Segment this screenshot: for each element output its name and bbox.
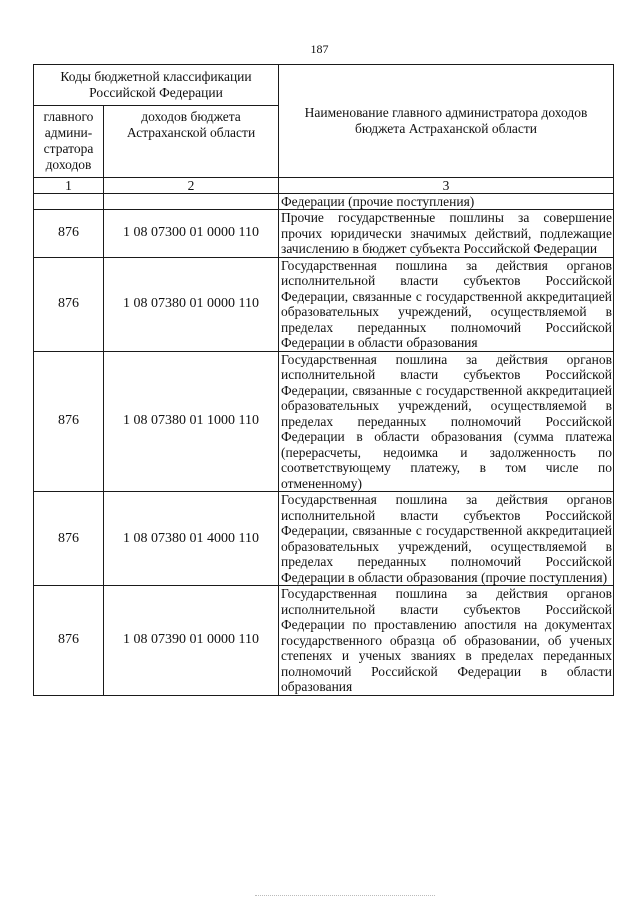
income-code: 1 08 07380 01 0000 110 <box>104 257 279 351</box>
budget-classification-table <box>33 64 614 696</box>
table-row <box>34 586 614 696</box>
continuation-text: Федерации (прочие поступления) <box>279 194 614 210</box>
admin-code: 876 <box>34 492 104 586</box>
page-number: 187 <box>310 42 329 56</box>
header-group-title: Коды бюджетной классификации Российской Федерации <box>34 65 279 106</box>
continuation-code-cell <box>104 194 279 210</box>
admin-code: 876 <box>34 210 104 258</box>
admin-code: 876 <box>34 586 104 696</box>
income-code: 1 08 07380 01 4000 110 <box>104 492 279 586</box>
table-row <box>34 351 614 492</box>
header-income-code: доходов бюджета Астраханской области <box>104 106 279 178</box>
table-row <box>34 210 614 258</box>
income-code: 1 08 07380 01 1000 110 <box>104 351 279 492</box>
income-description: Государственная пошлина за действия органов исполнительной власти субъектов Российской Федерации по проставлению апостиля на документах государственного образца об образовании, об ученых степенях и ученых званиях в пределах переданных полномочий Российской Федерации в области образования <box>279 586 614 696</box>
header-admin-name: Наименование главного администратора доходов бюджета Астраханской области <box>279 65 614 178</box>
income-code: 1 08 07390 01 0000 110 <box>104 586 279 696</box>
table-row <box>34 257 614 351</box>
column-number-2: 2 <box>104 178 279 194</box>
header-admin-code: главного админи-стратора доходов <box>34 106 104 178</box>
continuation-row <box>34 194 614 210</box>
income-code: 1 08 07300 01 0000 110 <box>104 210 279 258</box>
income-description: Государственная пошлина за действия органов исполнительной власти субъектов Российской Федерации, связанные с государственной аккредитацией образовательных учреждений, осуществляемой в пределах переданных полномочий Российской Федерации в области образования (сумма платежа (перерасчеты, недоимка и задолженность по соответствующему платежу, в том числе по отмененному) <box>279 351 614 492</box>
column-number-3: 3 <box>279 178 614 194</box>
table-row <box>34 492 614 586</box>
income-description: Государственная пошлина за действия органов исполнительной власти субъектов Российской Федерации, связанные с государственной аккредитацией образовательных учреждений, осуществляемой в пределах переданных полномочий Российской Федерации в области образования <box>279 257 614 351</box>
scan-artifact-line <box>255 895 435 899</box>
admin-code: 876 <box>34 257 104 351</box>
income-description: Прочие государственные пошлины за совершение прочих юридически значимых действий, подлежащие зачислению в бюджет субъекта Российской Федерации <box>279 210 614 258</box>
column-number-1: 1 <box>34 178 104 194</box>
income-description: Государственная пошлина за действия органов исполнительной власти субъектов Российской Федерации, связанные с государственной аккредитацией образовательных учреждений, осуществляемой в пределах переданных полномочий Российской Федерации в области образования (прочие поступления) <box>279 492 614 586</box>
admin-code: 876 <box>34 351 104 492</box>
continuation-admin-cell <box>34 194 104 210</box>
